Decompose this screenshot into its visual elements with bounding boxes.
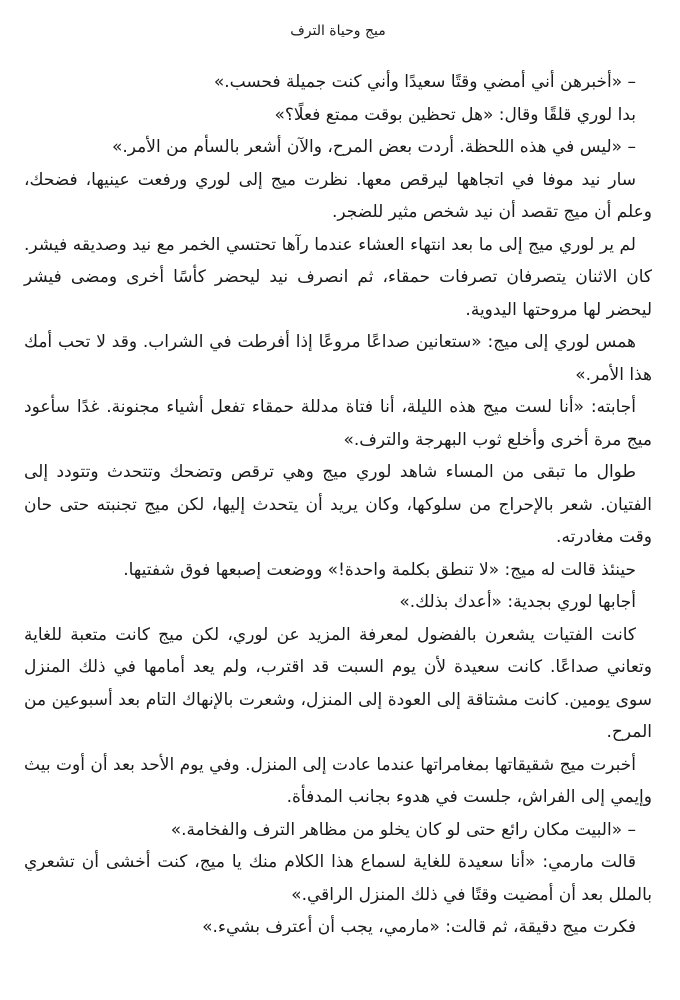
paragraph: بدا لوري قلقًا وقال: «هل تحظين بوقت ممتع فعلًا؟» [274,104,636,125]
paragraph: طوال ما تبقى من المساء شاهد لوري ميج وهي ترقص وتضحك وتتحدث وتتودد إلى الفتيان. شعر بالإحراج من سلوكها، وكان يريد أن يتحدث إليها، لكن ميج تجنبته حتى حان وقت مغادرته. [24,462,652,547]
paragraph: أخبرت ميج شقيقاتها بمغامراتها عندما عادت إلى المنزل. وفي يوم الأحد بعد أن أوت بيث وإيمي إلى الفراش، جلست في هدوء بجانب المدفأة. [24,754,652,807]
paragraph: أجابها لوري بجدية: «أعدك بذلك.» [399,592,636,612]
paragraph: حينئذ قالت له ميج: «لا تنطق بكلمة واحدة!» ووضعت إصبعها فوق شفتيها. [123,559,636,580]
paragraph: كانت الفتيات يشعرن بالفضول لمعرفة المزيد عن لوري، لكن ميج كانت متعبة للغاية وتعاني صداعًا. كانت سعيدة لأن يوم السبت قد اقترب، ولم يعد أمامها في ذلك المنزل سوى يومين. كانت مشتاقة إلى العودة إلى المنزل، وشعرت بالإنهاك التام بعد أسبوعين من المرح. [24,624,652,742]
page-body [24,66,652,944]
paragraph: – «البيت مكان رائع حتى لو كان يخلو من مظاهر الترف والفخامة.» [170,819,636,840]
paragraph: لم ير لوري ميج إلى ما بعد انتهاء العشاء عندما رآها تحتسي الخمر مع نيد وصديقه فيشر. كان الاثنان يتصرفان تصرفات حمقاء، ثم انصرف نيد ليحضر كأسًا أخرى ومضى فيشر ليحضر لها مروحتها اليدوية. [24,234,652,320]
paragraph: – «ليس في هذه اللحظة. أردت بعض المرح، والآن أشعر بالسأم من الأمر.» [111,137,636,157]
paragraph: قالت مارمي: «أنا سعيدة للغاية لسماع هذا الكلام منك يا ميج، كنت أخشى أن تشعري بالملل بعد أن أمضيت وقتًا في ذلك المنزل الراقي.» [24,852,652,905]
paragraph: – «أخبرهن أني أمضي وقتًا سعيدًا وأني كنت جميلة فحسب.» [213,72,636,92]
paragraph: همس لوري إلى ميج: «ستعانين صداعًا مروعًا إذا أفرطت في الشراب. وقد لا تحب أمك هذا الأمر.» [24,332,652,385]
paragraph: أجابته: «أنا لست ميج هذه الليلة، أنا فتاة مدللة حمقاء تفعل أشياء مجنونة. غدًا سأعود ميج مرة أخرى وأخلع ثوب البهرجة والترف.» [24,397,652,450]
paragraph: فكرت ميج دقيقة، ثم قالت: «مارمي، يجب أن أعترف بشيء.» [202,917,636,937]
running-header: ميج وحياة الترف [290,23,386,39]
paragraph: سار نيد موفا في اتجاهها ليرقص معها. نظرت ميج إلى لوري ورفعت عينيها، فضحك، وعلم أن ميج تقصد أن نيد شخص مثير للضجر. [24,169,652,222]
